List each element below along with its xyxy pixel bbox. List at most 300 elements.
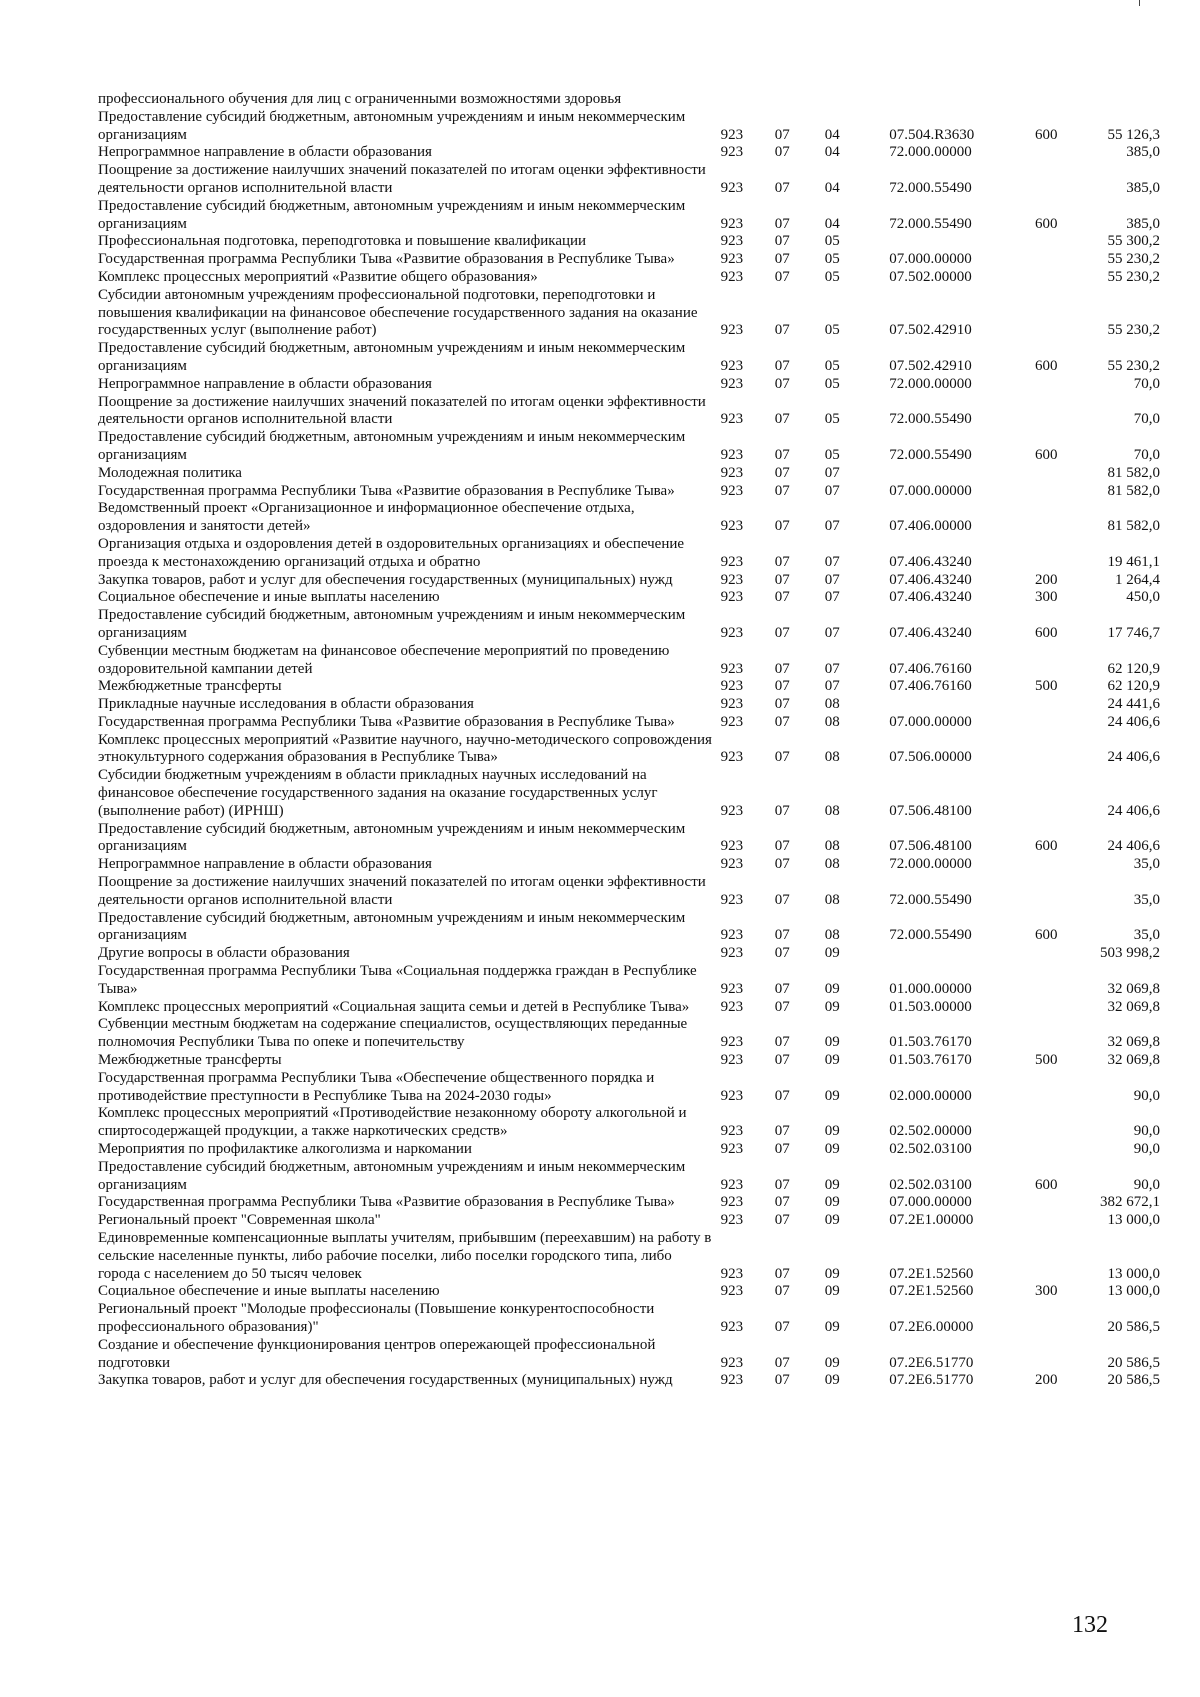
- row-grbs: 923: [720, 446, 744, 463]
- row-expense-type: [1035, 856, 1087, 874]
- row-subsection: 08: [824, 838, 840, 855]
- table-row: [98, 269, 1160, 287]
- row-subsection: 09: [824, 1052, 840, 1069]
- row-amount: 70,0: [1133, 446, 1160, 463]
- row-expense-type: [1035, 144, 1087, 162]
- row-amount: 81 582,0: [1107, 464, 1160, 481]
- row-subsection: 05: [824, 446, 840, 463]
- row-expense-type: [1035, 465, 1087, 483]
- table-row: [98, 1105, 1160, 1141]
- row-expense-type: [1035, 1301, 1087, 1337]
- row-section: 07: [774, 998, 790, 1015]
- row-target-article: 72.000.55490: [889, 179, 972, 196]
- table-row: [98, 1141, 1160, 1159]
- row-expense-type: [1035, 945, 1087, 963]
- row-expense-type: 200: [1035, 1372, 1058, 1389]
- row-subsection: 08: [824, 713, 840, 730]
- row-subsection: [825, 91, 890, 109]
- table-row: [98, 536, 1160, 572]
- row-subsection: 07: [824, 553, 840, 570]
- row-amount: 35,0: [1133, 927, 1160, 944]
- row-section: 07: [774, 571, 790, 588]
- row-target-article: 07.000.00000: [889, 713, 972, 730]
- row-section: 07: [774, 1318, 790, 1335]
- table-row: [98, 500, 1160, 536]
- row-name: Ведомственный проект «Организационное и информационное обеспечение отдыха, оздоровления и занятости детей»: [98, 500, 635, 535]
- row-subsection: 04: [824, 179, 840, 196]
- row-amount: 55 230,2: [1107, 251, 1160, 268]
- row-section: 07: [774, 1034, 790, 1051]
- row-expense-type: [1035, 999, 1087, 1017]
- row-section: 07: [774, 179, 790, 196]
- row-target-article: 07.2E1.52560: [889, 1283, 974, 1300]
- row-subsection: 09: [824, 1141, 840, 1158]
- row-target-article: 01.503.76170: [889, 1052, 972, 1069]
- row-grbs: 923: [720, 1318, 744, 1335]
- row-subsection: 08: [824, 891, 840, 908]
- table-row: [98, 198, 1160, 234]
- table-row: [98, 767, 1160, 820]
- row-section: 07: [774, 464, 790, 481]
- row-expense-type: [1035, 1194, 1087, 1212]
- row-name: Мероприятия по профилактике алкоголизма и наркомании: [98, 1141, 472, 1158]
- row-amount: 55 230,2: [1107, 268, 1160, 285]
- row-target-article: 07.2E1.52560: [889, 1265, 974, 1282]
- table-row: [98, 696, 1160, 714]
- row-name: Предоставление субсидий бюджетным, автономным учреждениям и иным некоммерческим организациям: [98, 108, 686, 143]
- row-section: 07: [774, 856, 790, 873]
- row-section: 07: [774, 1283, 790, 1300]
- row-grbs: 923: [720, 1176, 744, 1193]
- row-name: Поощрение за достижение наилучших значений показателей по итогам оценки эффективности деятельности органов исполнительной власти: [98, 393, 706, 428]
- row-grbs: 923: [720, 215, 744, 232]
- row-expense-type: 300: [1035, 589, 1058, 606]
- row-name: Комплекс процессных мероприятий «Развитие научного, научно-методического сопровождения этнокультурного содержания образования в Республике Тыва»: [98, 731, 712, 766]
- row-subsection: 09: [824, 1372, 840, 1389]
- row-grbs: 923: [720, 891, 744, 908]
- table-row: [98, 945, 1160, 963]
- row-subsection: 09: [824, 998, 840, 1015]
- row-subsection: 09: [824, 1123, 840, 1140]
- row-expense-type: 600: [1035, 357, 1058, 374]
- table-row: [98, 1070, 1160, 1106]
- row-amount: 70,0: [1133, 411, 1160, 428]
- row-grbs: 923: [720, 1052, 744, 1069]
- row-subsection: 05: [824, 375, 840, 392]
- row-name: Субвенции местным бюджетам на содержание специалистов, осуществляющих переданные полномочия Республики Тыва по опеке и попечительству: [98, 1016, 688, 1051]
- row-subsection: 09: [824, 1354, 840, 1371]
- row-section: 07: [774, 482, 790, 499]
- row-amount: 450,0: [1126, 589, 1160, 606]
- row-target-article: 02.000.00000: [889, 1087, 972, 1104]
- row-section: 07: [774, 518, 790, 535]
- row-name: Закупка товаров, работ и услуг для обеспечения государственных (муниципальных) нужд: [98, 571, 673, 588]
- row-subsection: 07: [824, 589, 840, 606]
- table-row: [98, 251, 1160, 269]
- table-row: [98, 465, 1160, 483]
- row-amount: 35,0: [1133, 891, 1160, 908]
- table-row: [98, 678, 1160, 696]
- page-number: 132: [1072, 1612, 1108, 1638]
- row-name: Единовременные компенсационные выплаты учителям, прибывшим (переехавшим) на работу в сельские населенные пункты, либо рабочие поселки, либо поселки городского типа, либо города с населением до 50 тысяч человек: [98, 1230, 712, 1282]
- row-target-article: 07.406.43240: [889, 589, 972, 606]
- table-row: [98, 1052, 1160, 1070]
- table-row: [98, 1337, 1160, 1373]
- row-subsection: 07: [824, 678, 840, 695]
- row-target-article: 07.502.42910: [889, 357, 972, 374]
- row-subsection: 05: [824, 411, 840, 428]
- row-amount: 90,0: [1133, 1141, 1160, 1158]
- table-row: [98, 376, 1160, 394]
- row-section: 07: [774, 945, 790, 962]
- row-section: 07: [774, 1123, 790, 1140]
- row-subsection: 08: [824, 802, 840, 819]
- table-row: [98, 483, 1160, 501]
- row-subsection: 08: [824, 749, 840, 766]
- row-expense-type: 600: [1035, 446, 1058, 463]
- row-target-article: 01.000.00000: [889, 980, 972, 997]
- row-subsection: 09: [824, 1318, 840, 1335]
- row-grbs: [721, 91, 775, 109]
- row-target-article: 07.406.00000: [889, 518, 972, 535]
- row-target-article: 07.000.00000: [889, 482, 972, 499]
- table-row: [98, 963, 1160, 999]
- table-row: [98, 429, 1160, 465]
- row-target-article: [889, 465, 1035, 483]
- row-name: Государственная программа Республики Тыва «Развитие образования в Республике Тыва»: [98, 482, 675, 499]
- row-section: 07: [774, 446, 790, 463]
- row-section: 07: [774, 411, 790, 428]
- row-grbs: 923: [720, 802, 744, 819]
- row-expense-type: [1035, 696, 1087, 714]
- row-target-article: 07.2E6.00000: [889, 1318, 974, 1335]
- table-row: [98, 162, 1160, 198]
- row-name: Комплекс процессных мероприятий «Развитие общего образования»: [98, 268, 538, 285]
- row-target-article: 72.000.00000: [889, 856, 972, 873]
- budget-table: [98, 91, 1160, 1390]
- row-grbs: 923: [720, 357, 744, 374]
- row-grbs: 923: [720, 678, 744, 695]
- row-expense-type: [1035, 162, 1087, 198]
- row-name: Непрограммное направление в области образования: [98, 144, 432, 161]
- row-target-article: 07.000.00000: [889, 251, 972, 268]
- row-grbs: 923: [720, 696, 744, 713]
- row-expense-type: [1035, 251, 1087, 269]
- table-row: [98, 732, 1160, 768]
- row-target-article: 72.000.55490: [889, 411, 972, 428]
- row-grbs: 923: [720, 518, 744, 535]
- row-grbs: 923: [720, 268, 744, 285]
- row-expense-type: [1035, 1212, 1087, 1230]
- row-expense-type: [1035, 963, 1087, 999]
- row-expense-type: [1035, 269, 1087, 287]
- row-target-article: 07.406.43240: [889, 571, 972, 588]
- table-row: [98, 589, 1160, 607]
- row-expense-type: [1035, 91, 1087, 109]
- row-grbs: 923: [720, 179, 744, 196]
- row-subsection: 09: [824, 1194, 840, 1211]
- row-name: Поощрение за достижение наилучших значений показателей по итогам оценки эффективности деятельности органов исполнительной власти: [98, 874, 706, 908]
- row-grbs: 923: [720, 1265, 744, 1282]
- row-name: Предоставление субсидий бюджетным, автономным учреждениям и иным некоммерческим организациям: [98, 1158, 686, 1193]
- row-amount: 17 746,7: [1107, 624, 1160, 641]
- row-target-article: 07.406.43240: [889, 624, 972, 641]
- row-section: 07: [774, 713, 790, 730]
- row-section: 07: [774, 838, 790, 855]
- row-section: 07: [774, 251, 790, 268]
- row-target-article: 02.502.00000: [889, 1123, 972, 1140]
- table-row: [98, 233, 1160, 251]
- row-amount: 13 000,0: [1107, 1283, 1160, 1300]
- row-subsection: 04: [824, 144, 840, 161]
- row-target-article: 07.502.42910: [889, 322, 972, 339]
- row-expense-type: [1035, 1070, 1087, 1106]
- row-grbs: 923: [720, 838, 744, 855]
- table-row: [98, 607, 1160, 643]
- row-subsection: 07: [824, 482, 840, 499]
- table-row: [98, 1301, 1160, 1337]
- row-grbs: 923: [720, 233, 744, 250]
- table-row: [98, 1372, 1160, 1390]
- row-amount: 19 461,1: [1107, 553, 1160, 570]
- row-name: Межбюджетные трансферты: [98, 678, 282, 695]
- row-section: 07: [774, 553, 790, 570]
- row-subsection: 07: [824, 571, 840, 588]
- row-amount: 62 120,9: [1107, 678, 1160, 695]
- row-amount: 35,0: [1133, 856, 1160, 873]
- row-section: 07: [774, 624, 790, 641]
- row-target-article: [889, 945, 1035, 963]
- row-name: Организация отдыха и оздоровления детей в оздоровительных организациях и обеспечение проезда к местонахождению организаций отдыха и обратно: [98, 535, 685, 570]
- row-section: 07: [774, 1212, 790, 1229]
- table-row: [98, 874, 1160, 910]
- row-amount: 20 586,5: [1107, 1372, 1160, 1389]
- row-expense-type: [1035, 500, 1087, 536]
- row-amount: 62 120,9: [1107, 660, 1160, 677]
- row-name: Социальное обеспечение и иные выплаты населению: [98, 1283, 440, 1300]
- row-subsection: 08: [824, 927, 840, 944]
- row-target-article: 07.506.48100: [889, 802, 972, 819]
- table-row: [98, 1194, 1160, 1212]
- row-grbs: 923: [720, 375, 744, 392]
- row-subsection: 09: [824, 945, 840, 962]
- row-target-article: [889, 233, 1035, 251]
- row-amount: 81 582,0: [1107, 518, 1160, 535]
- row-grbs: 923: [720, 1354, 744, 1371]
- row-target-article: [889, 696, 1035, 714]
- row-subsection: 05: [824, 357, 840, 374]
- row-grbs: 923: [720, 322, 744, 339]
- table-row: [98, 999, 1160, 1017]
- row-grbs: 923: [720, 945, 744, 962]
- row-grbs: 923: [720, 1087, 744, 1104]
- row-subsection: 09: [824, 1283, 840, 1300]
- row-grbs: 923: [720, 624, 744, 641]
- row-subsection: 08: [824, 856, 840, 873]
- row-expense-type: [1035, 767, 1087, 820]
- row-target-article: 02.502.03100: [889, 1141, 972, 1158]
- row-name: Молодежная политика: [98, 464, 242, 481]
- row-name: Государственная программа Республики Тыва «Социальная поддержка граждан в Республике Тыва»: [98, 963, 697, 997]
- row-amount: 20 586,5: [1107, 1354, 1160, 1371]
- table-row: [98, 91, 1160, 109]
- row-grbs: 923: [720, 856, 744, 873]
- row-target-article: 72.000.55490: [889, 927, 972, 944]
- row-grbs: 923: [720, 1372, 744, 1389]
- row-section: 07: [774, 1265, 790, 1282]
- row-target-article: 07.502.00000: [889, 268, 972, 285]
- row-subsection: 09: [824, 1034, 840, 1051]
- row-section: 07: [774, 215, 790, 232]
- table-row: [98, 1159, 1160, 1195]
- row-expense-type: [1035, 1337, 1087, 1373]
- row-expense-type: 600: [1035, 1176, 1058, 1193]
- table-row: [98, 287, 1160, 340]
- row-target-article: 07.2E6.51770: [889, 1354, 974, 1371]
- row-subsection: 04: [824, 126, 840, 143]
- table-row: [98, 1230, 1160, 1283]
- row-amount: 55 230,2: [1107, 322, 1160, 339]
- row-subsection: 07: [824, 464, 840, 481]
- row-name: Предоставление субсидий бюджетным, автономным учреждениям и иным некоммерческим организациям: [98, 607, 686, 641]
- row-subsection: 05: [824, 322, 840, 339]
- row-name: Профессиональная подготовка, переподготовка и повышение квалификации: [98, 233, 587, 250]
- row-subsection: 09: [824, 1212, 840, 1229]
- row-amount: 385,0: [1126, 215, 1160, 232]
- row-grbs: 923: [720, 411, 744, 428]
- row-grbs: 923: [720, 1034, 744, 1051]
- row-name: Межбюджетные трансферты: [98, 1052, 282, 1069]
- row-subsection: 09: [824, 1176, 840, 1193]
- row-target-article: 07.2E1.00000: [889, 1212, 974, 1229]
- row-grbs: 923: [720, 126, 744, 143]
- row-grbs: 923: [720, 1212, 744, 1229]
- row-subsection: 07: [824, 660, 840, 677]
- row-amount: 55 126,3: [1107, 126, 1160, 143]
- scan-mark: [1139, 0, 1140, 6]
- row-grbs: 923: [720, 749, 744, 766]
- row-name: Предоставление субсидий бюджетным, автономным учреждениям и иным некоммерческим организациям: [98, 429, 686, 463]
- row-target-article: 07.2E6.51770: [889, 1372, 974, 1389]
- row-section: 07: [774, 1052, 790, 1069]
- row-amount: 32 069,8: [1107, 998, 1160, 1015]
- row-amount: 90,0: [1133, 1176, 1160, 1193]
- row-amount: 24 406,6: [1107, 713, 1160, 730]
- row-name: Предоставление субсидий бюджетным, автономным учреждениям и иным некоммерческим организациям: [98, 340, 686, 374]
- row-expense-type: [1035, 732, 1087, 768]
- row-expense-type: 500: [1035, 678, 1058, 695]
- row-expense-type: [1035, 874, 1087, 910]
- row-amount: 503 998,2: [1100, 945, 1160, 962]
- row-subsection: 08: [824, 696, 840, 713]
- row-name: Комплекс процессных мероприятий «Социальная защита семьи и детей в Республике Тыва»: [98, 998, 690, 1015]
- row-amount: 20 586,5: [1107, 1318, 1160, 1335]
- row-grbs: 923: [720, 660, 744, 677]
- row-target-article: 07.406.76160: [889, 660, 972, 677]
- row-name: Государственная программа Республики Тыва «Обеспечение общественного порядка и противодействие преступности в Республике Тыва на 2024-2030 годы»: [98, 1069, 655, 1104]
- row-target-article: 07.406.76160: [889, 678, 972, 695]
- row-name: Предоставление субсидий бюджетным, автономным учреждениям и иным некоммерческим организациям: [98, 909, 686, 944]
- row-grbs: 923: [720, 251, 744, 268]
- row-name: Создание и обеспечение функционирования центров опережающей профессиональной подготовки: [98, 1336, 656, 1371]
- row-name: Предоставление субсидий бюджетным, автономным учреждениям и иным некоммерческим организациям: [98, 197, 686, 232]
- table-row: [98, 1283, 1160, 1301]
- row-expense-type: 600: [1035, 624, 1058, 641]
- row-name: Закупка товаров, работ и услуг для обеспечения государственных (муниципальных) нужд: [98, 1372, 673, 1389]
- row-expense-type: [1035, 376, 1087, 394]
- row-target-article: 02.502.03100: [889, 1176, 972, 1193]
- row-amount: 90,0: [1133, 1123, 1160, 1140]
- row-section: 07: [774, 678, 790, 695]
- row-amount: 382 672,1: [1100, 1194, 1160, 1211]
- row-name: профессионального обучения для лиц с ограниченными возможностями здоровья: [98, 91, 622, 107]
- row-grbs: 923: [720, 927, 744, 944]
- row-expense-type: 200: [1035, 571, 1058, 588]
- table-body: [98, 91, 1160, 1390]
- row-target-article: 07.506.00000: [889, 749, 972, 766]
- row-grbs: 923: [720, 980, 744, 997]
- row-name: Региональный проект "Современная школа": [98, 1212, 381, 1229]
- row-expense-type: [1035, 233, 1087, 251]
- row-name: Комплекс процессных мероприятий «Противодействие незаконному обороту алкогольной и спиртосодержащей продукции, а также наркотических средств»: [98, 1105, 687, 1140]
- row-name: Региональный проект "Молодые профессионалы (Повышение конкурентоспособности профессионального образования)": [98, 1301, 655, 1335]
- row-grbs: 923: [720, 482, 744, 499]
- row-amount: 1 264,4: [1115, 571, 1160, 588]
- row-expense-type: [1035, 643, 1087, 679]
- row-amount: 70,0: [1133, 375, 1160, 392]
- row-amount: 13 000,0: [1107, 1212, 1160, 1229]
- row-section: 07: [774, 927, 790, 944]
- row-section: [775, 91, 825, 109]
- row-expense-type: [1035, 1016, 1087, 1052]
- row-section: 07: [774, 144, 790, 161]
- row-grbs: 923: [720, 1123, 744, 1140]
- row-target-article: 07.506.48100: [889, 838, 972, 855]
- row-grbs: 923: [720, 713, 744, 730]
- table-row: [98, 1212, 1160, 1230]
- table-row: [98, 856, 1160, 874]
- row-amount: 385,0: [1126, 144, 1160, 161]
- row-name: Государственная программа Республики Тыва «Развитие образования в Республике Тыва»: [98, 713, 675, 730]
- row-subsection: 09: [824, 1265, 840, 1282]
- row-name: Субвенции местным бюджетам на финансовое обеспечение мероприятий по проведению оздоровительной кампании детей: [98, 642, 670, 677]
- row-grbs: 923: [720, 589, 744, 606]
- row-name: Государственная программа Республики Тыва «Развитие образования в Республике Тыва»: [98, 251, 675, 268]
- row-target-article: [889, 91, 1035, 109]
- row-section: 07: [774, 589, 790, 606]
- row-target-article: 01.503.76170: [889, 1034, 972, 1051]
- row-section: 07: [774, 375, 790, 392]
- row-section: 07: [774, 268, 790, 285]
- row-grbs: 923: [720, 1141, 744, 1158]
- row-expense-type: [1035, 1105, 1087, 1141]
- row-section: 07: [774, 749, 790, 766]
- row-subsection: 07: [824, 624, 840, 641]
- row-target-article: 07.504.R3630: [889, 126, 975, 143]
- table-row: [98, 144, 1160, 162]
- row-expense-type: 600: [1035, 927, 1058, 944]
- row-name: Предоставление субсидий бюджетным, автономным учреждениям и иным некоммерческим организациям: [98, 820, 686, 855]
- row-expense-type: [1035, 536, 1087, 572]
- row-grbs: 923: [720, 1194, 744, 1211]
- row-grbs: 923: [720, 144, 744, 161]
- row-name: Социальное обеспечение и иные выплаты населению: [98, 589, 440, 606]
- row-amount: 13 000,0: [1107, 1265, 1160, 1282]
- row-target-article: 72.000.55490: [889, 891, 972, 908]
- row-amount: 24 441,6: [1107, 696, 1160, 713]
- row-section: 07: [774, 1176, 790, 1193]
- row-target-article: 72.000.00000: [889, 144, 972, 161]
